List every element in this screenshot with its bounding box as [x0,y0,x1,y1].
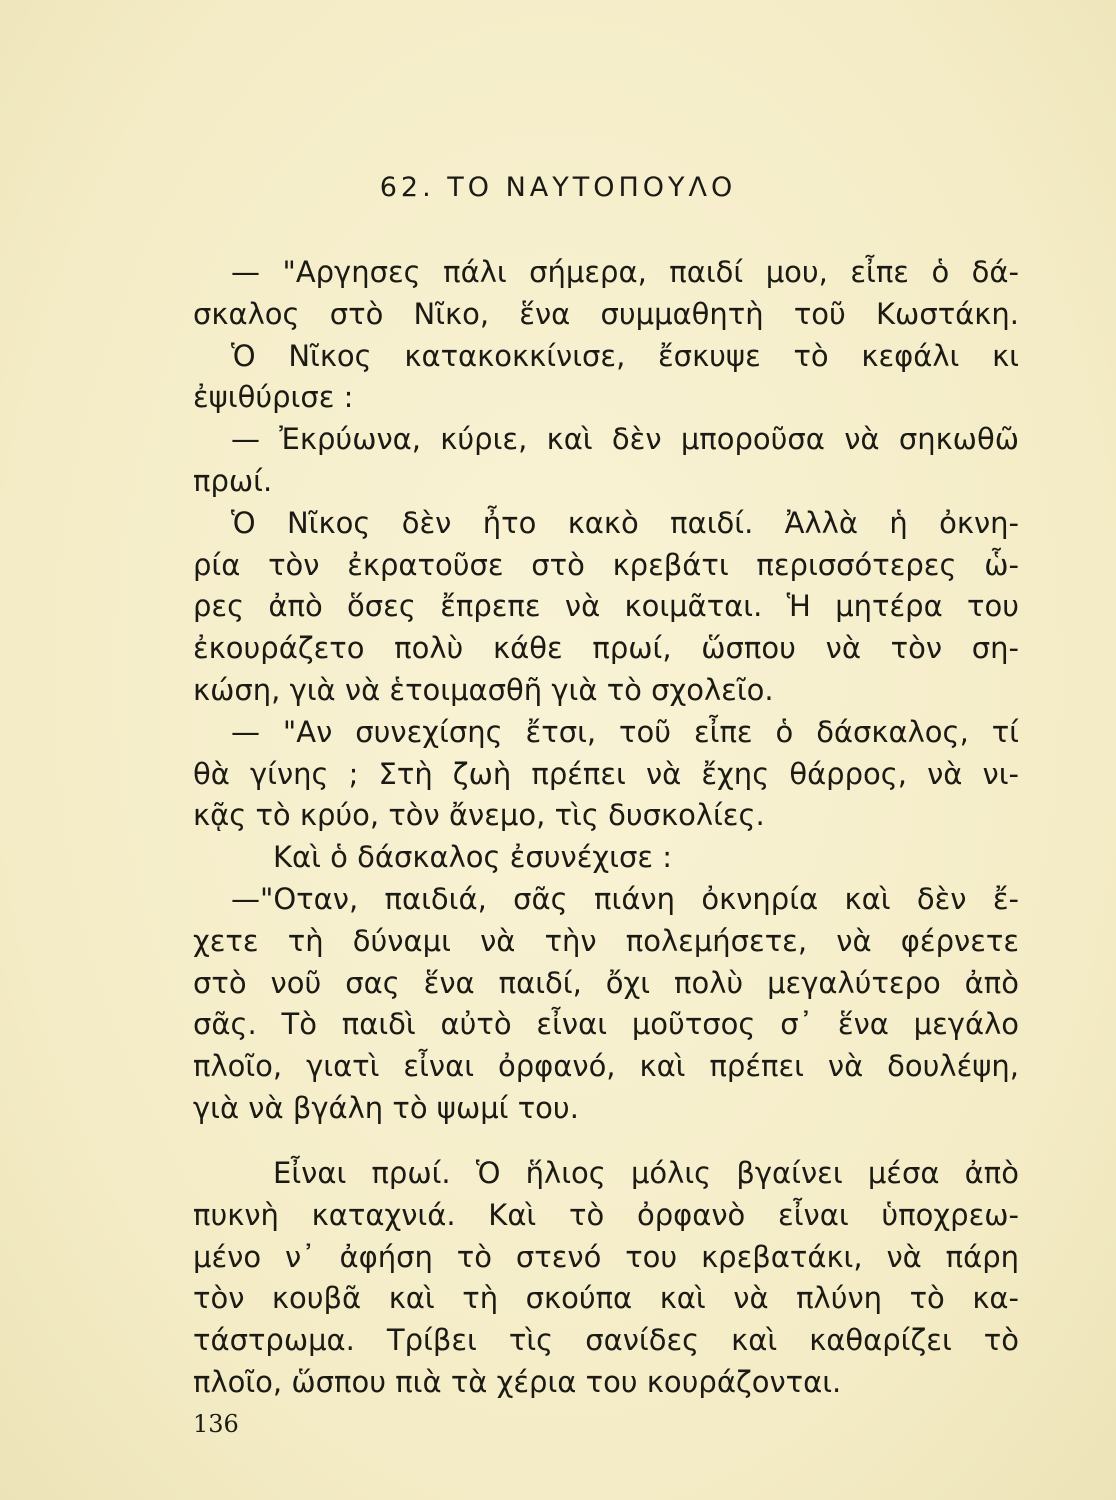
text-line: στὸ νοῦ σας ἕνα παιδί, ὄχι πολὺ μεγαλύτερο ἀπὸ [193,965,1019,1000]
text-line: ἐκουράζετο πολὺ κάθε πρωί, ὥσπου νὰ τὸν ση- [193,631,1019,666]
page-title: 62. ΤΟ ΝΑΥΤΟΠΟΥΛΟ [379,172,737,203]
text-line: σκαλος στὸ Νῖκο, ἕνα συμμαθητὴ τοῦ Κωστάκη. [193,296,1019,331]
text-line: — "Αργησες πάλι σήμερα, παιδί μου, εἶπε ὁ δά- [231,255,1019,289]
text-line: γιὰ νὰ βγάλη τὸ ψωμί του. [193,1090,579,1125]
text-line: Εἶναι πρωί. Ὁ ἥλιος μόλις βγαίνει μέσα ἀπὸ [273,1156,1019,1190]
text-line: τάστρωμα. Τρίβει τὶς σανίδες καὶ καθαρίζει τὸ [193,1323,1019,1358]
text-line: —"Οταν, παιδιά, σᾶς πιάνη ὀκνηρία καὶ δὲν ἔ- [231,881,1019,916]
text-line: κᾷς τὸ κρύο, τὸν ἄνεμο, τὶς δυσκολίες. [193,798,765,833]
text-line: πυκνὴ καταχνιά. Καὶ τὸ ὀρφανὸ εἶναι ὑποχρεω- [193,1197,1019,1232]
page-number: 136 [193,1410,239,1438]
text-line: Ὁ Νῖκος κατακοκκίνισε, ἔσκυψε τὸ κεφάλι κι [231,338,1019,373]
text-line: κώση, γιὰ νὰ ἑτοιμασθῆ γιὰ τὸ σχολεῖο. [193,672,774,707]
text-line: Καὶ ὁ δάσκαλος ἐσυνέχισε : [273,840,673,875]
text-line: ρία τὸν ἐκρατοῦσε στὸ κρεβάτι περισσότερες ὧ- [193,547,1019,582]
text-line: σᾶς. Τὸ παιδὶ αὐτὸ εἶναι μοῦτσος σ᾽ ἕνα μεγάλο [193,1007,1019,1042]
text-block-second [193,1153,1019,1404]
text-line: πλοῖο, ὥσπου πιὰ τὰ χέρια του κουράζονται. [193,1364,842,1399]
text-line: — "Αν συνεχίσης ἔτσι, τοῦ εἶπε ὁ δάσκαλος, τί [231,714,1019,749]
text-line: — Ἐκρύωνα, κύριε, καὶ δὲν μποροῦσα νὰ σηκωθῶ [231,422,1019,457]
text-line: Ὁ Νῖκος δὲν ἦτο κακὸ παιδί. Ἀλλὰ ἡ ὀκνη- [231,505,1019,540]
text-block-main [193,252,1019,1130]
text-line: θὰ γίνης ; Στὴ ζωὴ πρέπει νὰ ἔχης θάρρος, νὰ νι- [193,756,1019,791]
text-line: πλοῖο, γιατὶ εἶναι ὀρφανό, καὶ πρέπει νὰ δουλέψη, [193,1049,1019,1084]
text-line: ρες ἀπὸ ὅσες ἔπρεπε νὰ κοιμᾶται. Ἡ μητέρα του [193,589,1019,624]
text-line: μένο ν᾽ ἀφήση τὸ στενό του κρεβατάκι, νὰ πάρη [193,1239,1019,1274]
text-line: χετε τὴ δύναμι νὰ τὴν πολεμήσετε, νὰ φέρνετε [193,923,1019,958]
text-line: τὸν κουβᾶ καὶ τὴ σκούπα καὶ νὰ πλύνη τὸ κα- [193,1281,1019,1316]
text-line: πρωί. [193,463,273,498]
text-line: ἐψιθύρισε : [193,380,354,415]
